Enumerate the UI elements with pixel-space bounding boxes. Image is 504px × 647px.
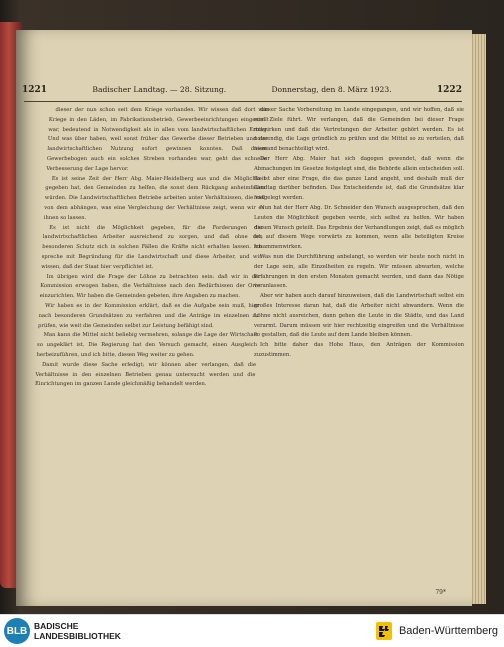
page-header xyxy=(22,85,462,99)
paragraph: Man kann die Mittel nicht beliebig vermehren, solange die Lage der Wirtschaft so ungeklärt ist. Die Regierung hat den Versuch gemacht, einen Ausgleich herbeizuführen, und ich bitte, diesen Weg weiter zu gehen. xyxy=(36,332,258,358)
header-title: Badischer Landtag. — 28. Sitzung. xyxy=(92,85,227,94)
left-text-column xyxy=(24,106,270,594)
left-page-number: 1221 xyxy=(22,85,48,95)
paragraph: Wir haben es in der Kommission erklärt, daß es die Aufgabe sein muß, hier nach besonderen Grundsätzen zu verfahren und die Anträge im einzelnen zu prüfen, wie weit die Gemeinden selbst zur Leistung befähigt sind. xyxy=(37,302,260,329)
paragraph: Der Herr Abg. Maier hat sich dagegen gewendet, daß wenn die Abmachungen im Gesetze festgelegt sind, die Behörde allein entscheiden soll. Es ist aber eine Frage, die das ganze Land angeht, und deshalb muß der Landtag darüber befinden. Das Entscheidende ist, daß die Grundsätze klar festgelegt werden. xyxy=(254,155,464,202)
blb-name-line2: LANDESBIBLIOTHEK xyxy=(34,631,121,641)
header-rule xyxy=(24,101,462,102)
paragraph: Aber wir haben auch darauf hinzuweisen, daß die Landwirtschaft selbst ein großes Interesse daran hat, daß die Arbeiter nicht abwandern. Wenn die Löhne nicht ausreichen, dann gehen die Leute in die Städte, und das Land verarmt. Darum müssen wir hier rechtzeitig eingreifen und die Verhältnisse so gestalten, daß die Leute auf dem Lande bleiben können. xyxy=(254,293,464,339)
signature-mark: 79* xyxy=(435,589,446,596)
header-date: Donnerstag, den 8. März 1923. xyxy=(271,85,392,94)
paragraph: dieser der nun schon seit dem Kriege vorhanden. Wir wissen daß dort vom Kriege in den Läden, im Fabrikationsbetrieb, Gewerbeeinrichtungen eingestellt war, bedeutend in Notwendigkeit als in allen vom landwirtschaftlichen Ertrag. Und was über haben, weil sonst früher das Gewerbe dieser Betrieben und der landwirtschaftlichen Nutzung sofort gewinnen konnten. Daß dieser Gewerbebogen auch ein solches Streben vorhanden war, geht das schnelle Verbesserung der Lage hervor. xyxy=(46,107,270,172)
scanned-page xyxy=(16,30,472,606)
paragraph: Es ist seine Zeit der Herr Abg. Maier-Heidelberg aus und die Möglichkeit gegeben hat, den Gemeinden zu helfen, die sonst dem Rückgang anheimfallen würden. Die Landwirtschaftlichen Betriebe arbeiten unter Verhältnissen, die viel von dem abhängen, was eine Vergleichung der Verhältnisse zeigt, wenn wir es ihnen so lassen. xyxy=(43,175,266,221)
lions-crest-icon xyxy=(373,620,395,642)
footer-bar xyxy=(0,614,504,647)
paragraph: Was nun die Durchführung anbelangt, so werden wir heute noch nicht in der Lage sein, alle Einzelheiten zu regeln. Wir müssen abwarten, welche Erfahrungen in den ersten Monaten gemacht werden, und dann das Nötige veranlassen. xyxy=(254,253,464,290)
right-text-column xyxy=(254,106,464,594)
blb-name-line1: BADISCHE xyxy=(34,621,79,631)
paragraph: Nun hat der Herr Abg. Dr. Schneider den Wunsch ausgesprochen, daß den Leuten die Möglichkeit gegeben werde, sich selbst zu helfen. Wir haben diesen Wunsch geteilt. Das Ergebnis der Verhandlungen zeigt, daß es möglich ist, auf diesem Wege vorwärts zu kommen, wenn alle beteiligten Kreise zusammenwirken. xyxy=(254,204,464,251)
bw-logo-link[interactable] xyxy=(373,620,498,642)
blb-name xyxy=(34,621,121,641)
page-stack-edge xyxy=(470,34,486,604)
blb-logo-link[interactable] xyxy=(4,618,121,644)
right-page-number: 1222 xyxy=(436,85,462,95)
paragraph: Damit wurde diese Sache erledigt; wir können aber verlangen, daß die Verhältnisse in den einzelnen Betrieben genau untersucht werden und die Einrichtungen im ganzen Lande gleichmäßig behandelt werden. xyxy=(34,361,257,388)
bw-label: Baden-Württemberg xyxy=(398,625,498,637)
paragraph: Es ist nicht die Möglichkeit gegeben, für die Forderungen der landwirtschaftlichen Arbeiter ausreichend zu sorgen, und daß ohne den besonderen Schutz sich in solchen Fällen die Kräfte nicht erhalten lassen. Ich spreche mit Begründung für die Landwirtschaft und diese Arbeiter, und wir wissen, daß der Staat hier verpflichtet ist. xyxy=(40,224,264,270)
paragraph: dieser Sache Vorbereitung im Lande eingegangen, und wir hoffen, daß sie zum Ziele führt. Wir verlangen, daß die Gemeinden bei dieser Frage mitwirken und daß die Vertretungen der Arbeiter gehört werden. Es ist notwendig, die Lage gründlich zu prüfen und die Mittel so zu verteilen, daß niemand benachteiligt wird. xyxy=(254,107,464,153)
blb-logo-icon: BLB xyxy=(4,618,30,644)
paragraph: Im übrigen wird die Frage der Löhne zu betrachten sein: daß wir in der Kommission erwogen haben, die Verhältnisse nach den Bedürfnissen der Orte einzurichten. Wir haben die Gemeinden gebeten, ihre Angaben zu machen. xyxy=(39,273,261,300)
paragraph: Ich bitte daher das Hohe Haus, den Anträgen der Kommission zuzustimmen. xyxy=(254,342,464,358)
